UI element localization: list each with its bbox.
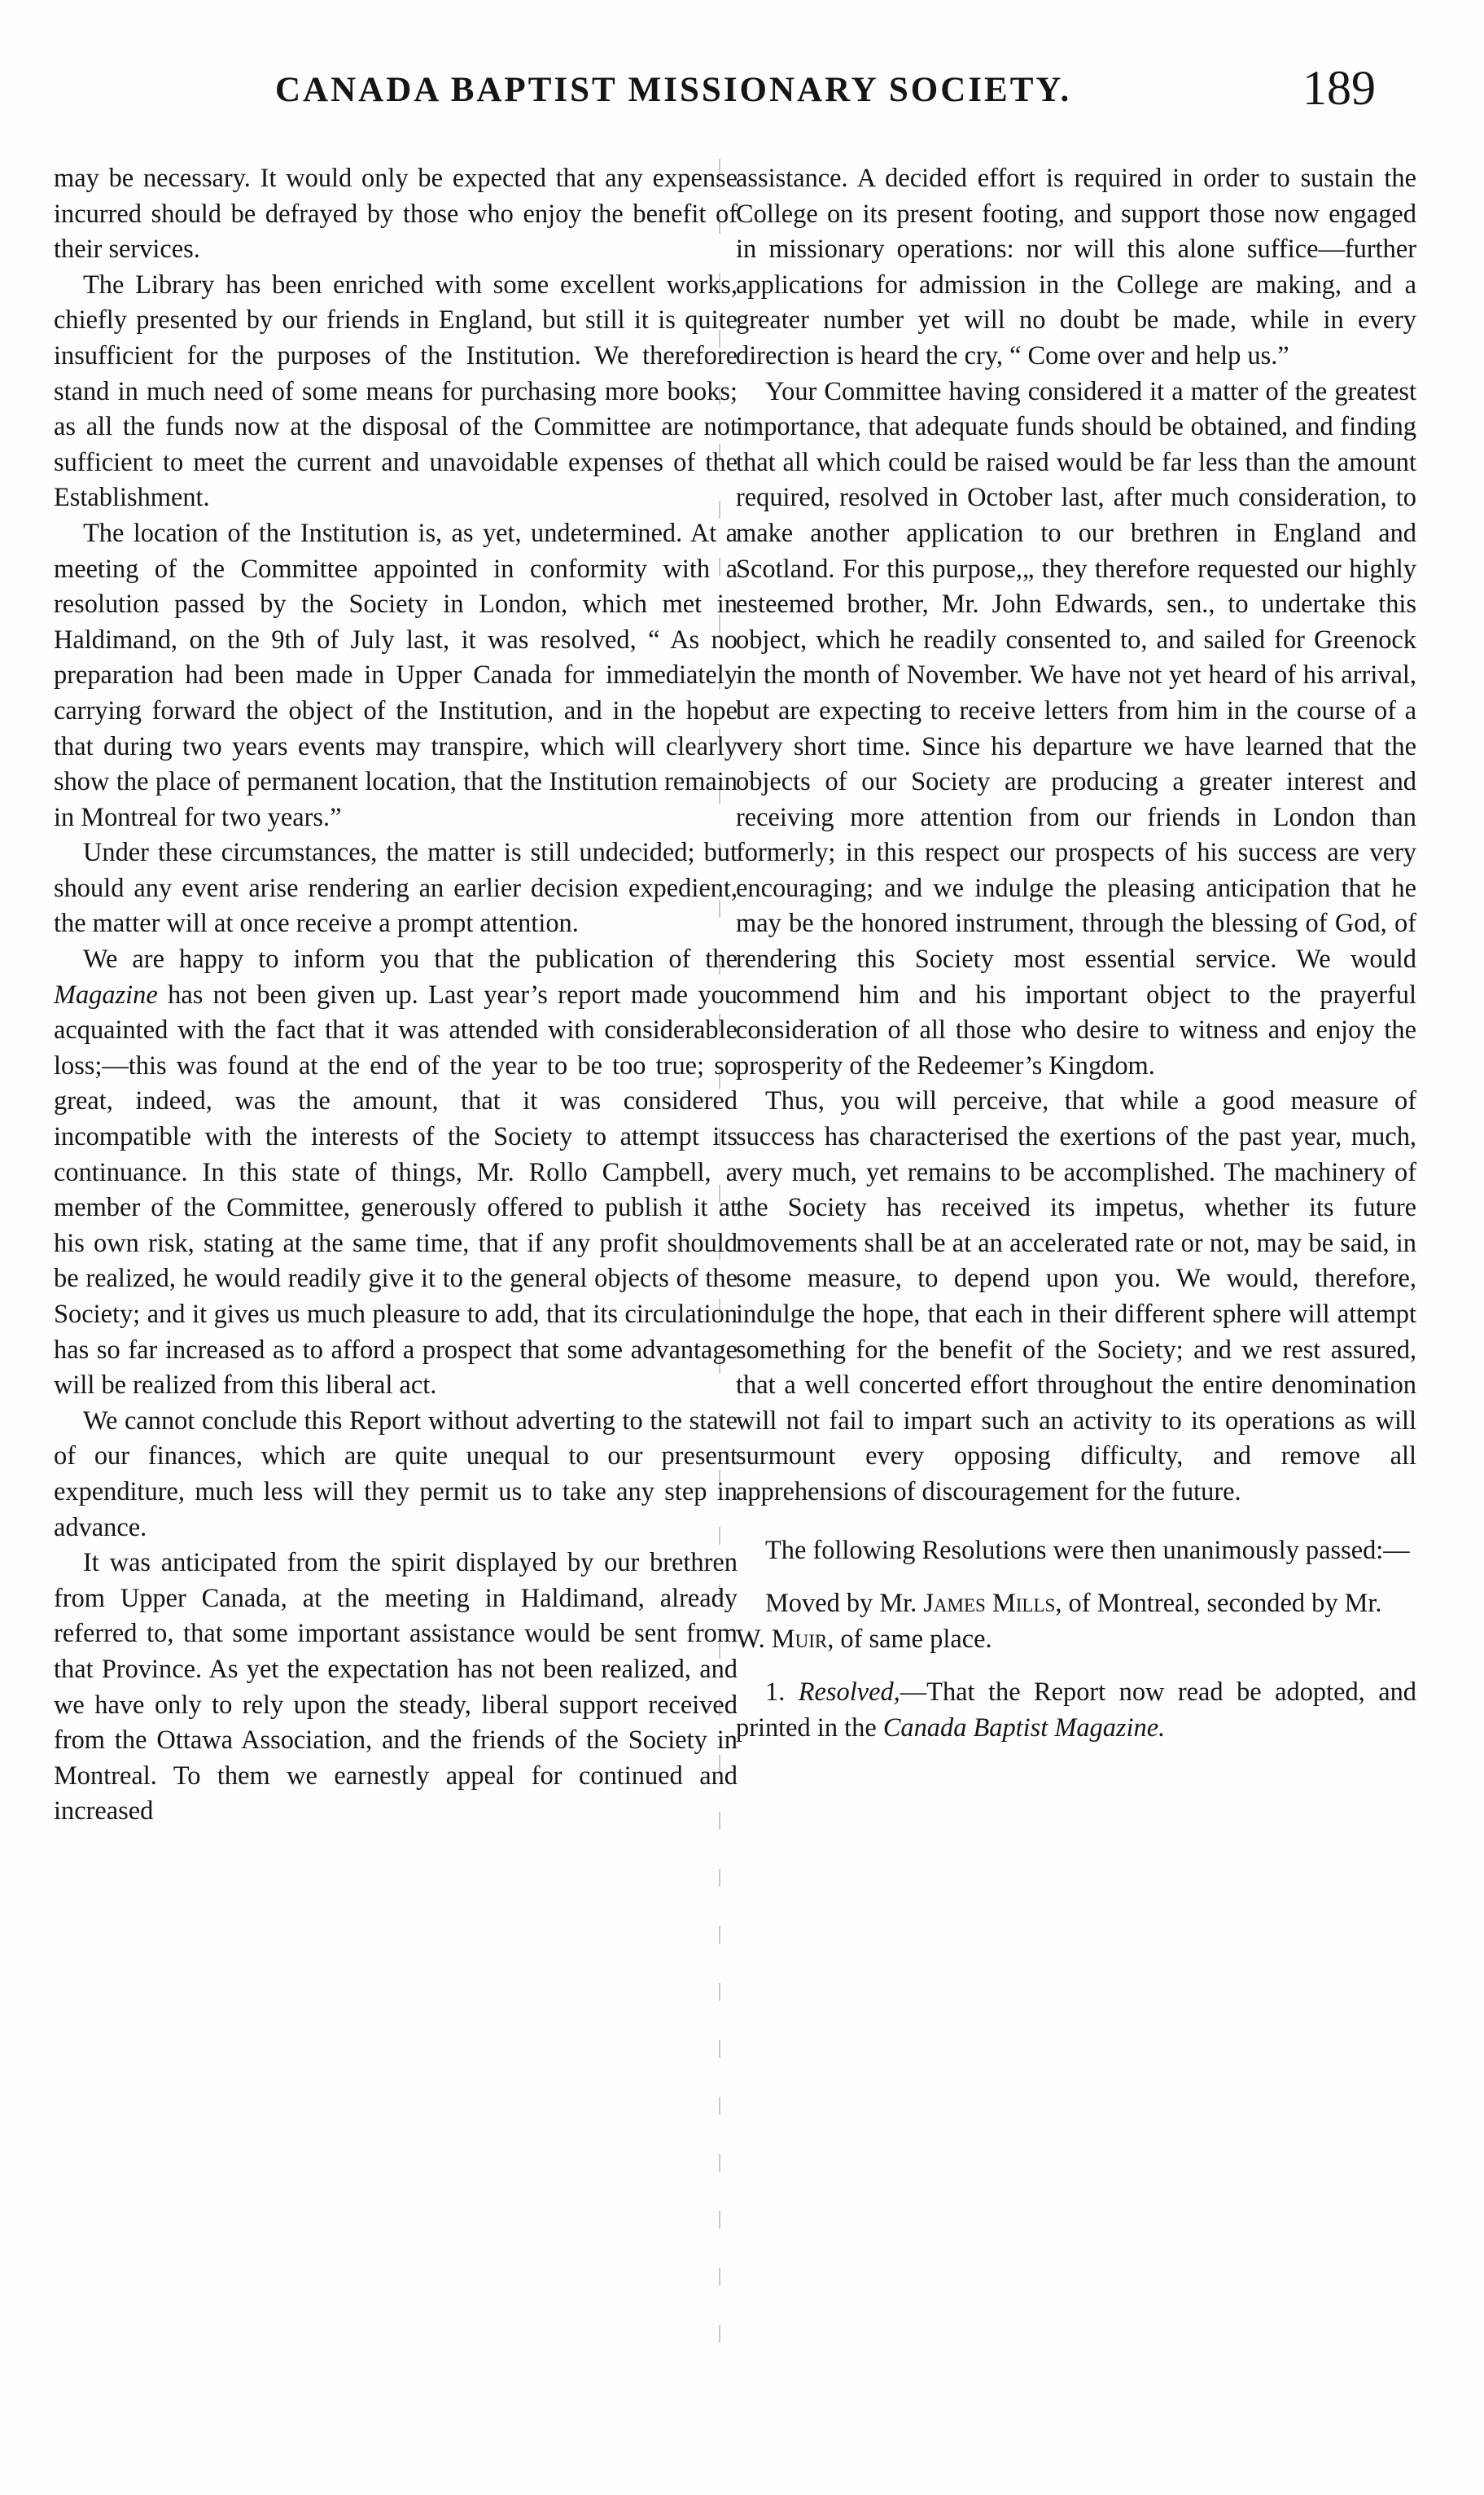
paragraph: may be necessary. It would only be expected that any expense incurred should be defrayed by those who enjoy the benefit of their services. xyxy=(54,164,738,265)
running-head xyxy=(0,61,1484,124)
paragraph-finances: We cannot conclude this Report without adverting to the state of our finances, which are quite unequal to our present expenditure, much less will they permit us to take any step in advance. xyxy=(54,1405,738,1542)
seconder-name: Muir xyxy=(771,1624,828,1654)
resolution-1 xyxy=(736,1675,1416,1746)
paragraph-circumstances: Under these circumstances, the matter is still undecided; but should any event arise rendering an earlier decision expedient, the matter will at once receive a prompt attention. xyxy=(54,838,738,939)
paragraph-upper-canada: It was anticipated from the spirit displayed by our brethren from Upper Canada, at the meeting in Haldimand, already referred to, that some important assistance would be sent from that Province. As yet the expectation has not been realized, and we have only to rely upon the steady, liberal support received from the Ottawa Association, and the friends of the Society in Montreal. To them we earnestly appeal for continued and increased xyxy=(54,1548,738,1826)
text-run: We are happy to inform you that the publication of the xyxy=(83,945,738,975)
resolution-number: 1. xyxy=(765,1677,799,1708)
text-run: Moved by Mr. xyxy=(765,1589,924,1619)
paragraph-assistance: assistance. A decided effort is required in order to sustain the College on its present footing, and support those now engaged in missionary operations: nor will this alone suffice—further applications for admission in the College are making, and a greater number yet will no doubt be made, while in every direction is heard the cry, “ Come over and help us.” xyxy=(736,164,1416,371)
paragraph-conclusion: Thus, you will perceive, that while a good measure of success has characterised the exertions of the past year, much, very much, yet remains to be accomplished. The machinery of the Society has received its impetus, whether its future movements shall be at an accelerated rate or not, may be said, in some measure, to depend upon you. We would, therefore, indulge the hope, that each in their different sphere will attempt something for the benefit of the Society; and we rest assured, that a well concerted effort throughout the entire denomination will not fail to impart such an activity to its operations as will surmount every opposing difficulty, and remove all apprehensions of discouragement for the future. xyxy=(736,1086,1416,1506)
paragraph-committee: Your Committee having considered it a matter of the greatest importance, that adequate funds should be obtained, and finding that all which could be raised would be far less than the amount required, resolved in October last, after much consideration, to make another application to our brethren in England and Scotland. For this purpose,„ they therefore requested our highly esteemed brother, Mr. John Edwards, sen., to undertake this object, which he readily consented to, and sailed for Greenock in the month of November. We have not yet heard of his arrival, but are expecting to receive letters from him in the course of a very short time. Since his departure we have learned that the objects of our Society are producing a greater interest and receiving more attention from our friends in London than formerly; in this respect our prospects of his success are very encouraging; and we indulge the pleasing anticipation that he may be the honored instrument, through the blessing of God, of rendering this Society most essential service. We would commend him and his important object to the prayerful consideration of all those who desire to witness and enjoy the prosperity of the Redeemer’s Kingdom. xyxy=(736,376,1416,1081)
motion-line xyxy=(736,1586,1416,1657)
paragraph-magazine xyxy=(54,942,738,1404)
text-run: —That the Report now read be adopted, and printed in the xyxy=(736,1677,1416,1743)
page-number: 189 xyxy=(1302,61,1376,115)
resolved-word: Resolved, xyxy=(798,1677,900,1708)
text-run: has not been given up. Last year’s report made you acquainted with the fact that it was attended with considerable loss;—this was found at the end of the year to be too true; so great, indeed, was the amount, that it was considered incompatible with the interests of the Society to attempt its continuance. In this state of things, Mr. Rollo Campbell, a member of the Committee, generously offered to publish it at his own risk, stating at the same time, that if any profit should be realized, he would readily give it to the general objects of the Society; and it gives us much pleasure to add, that its circulation has so far increased as to afford a prospect that some advantage will be realized from this liberal act. xyxy=(54,980,738,1401)
magazine-title: Canada Baptist Magazine. xyxy=(882,1712,1166,1743)
text-run: , of same place. xyxy=(827,1624,992,1654)
right-column xyxy=(736,161,1416,1747)
paragraph-resolutions-intro: The following Resolutions were then unanimously passed:— xyxy=(765,1535,1410,1565)
text-run: , of Montreal, seconded by Mr. W. xyxy=(736,1589,1382,1654)
paragraph-location: The location of the Institution is, as yet, undetermined. At a meeting of the Committee appointed in conformity with a resolution passed by the Society in London, which met in Haldimand, on the 9th of July last, it was resolved, “ As no preparation had been made in Upper Canada for immediately carrying forward the object of the Institution, and in the hope that during two years events may transpire, which will clearly show the place of permanent location, that the Institution remain in Montreal for two years.” xyxy=(54,518,738,832)
magazine-title: Magazine xyxy=(54,980,158,1010)
paragraph-library: The Library has been enriched with some excellent works, chiefly presented by our friends in England, but still it is quite insufficient for the purposes of the Institution. We therefore stand in much need of some means for purchasing more books; as all the funds now at the disposal of the Committee are not sufficient to meet the current and unavoidable expenses of the Establishment. xyxy=(54,270,738,513)
running-title: CANADA BAPTIST MISSIONARY SOCIETY. xyxy=(275,71,1072,109)
left-column xyxy=(54,161,738,1830)
mover-name: James Mills xyxy=(923,1589,1056,1619)
